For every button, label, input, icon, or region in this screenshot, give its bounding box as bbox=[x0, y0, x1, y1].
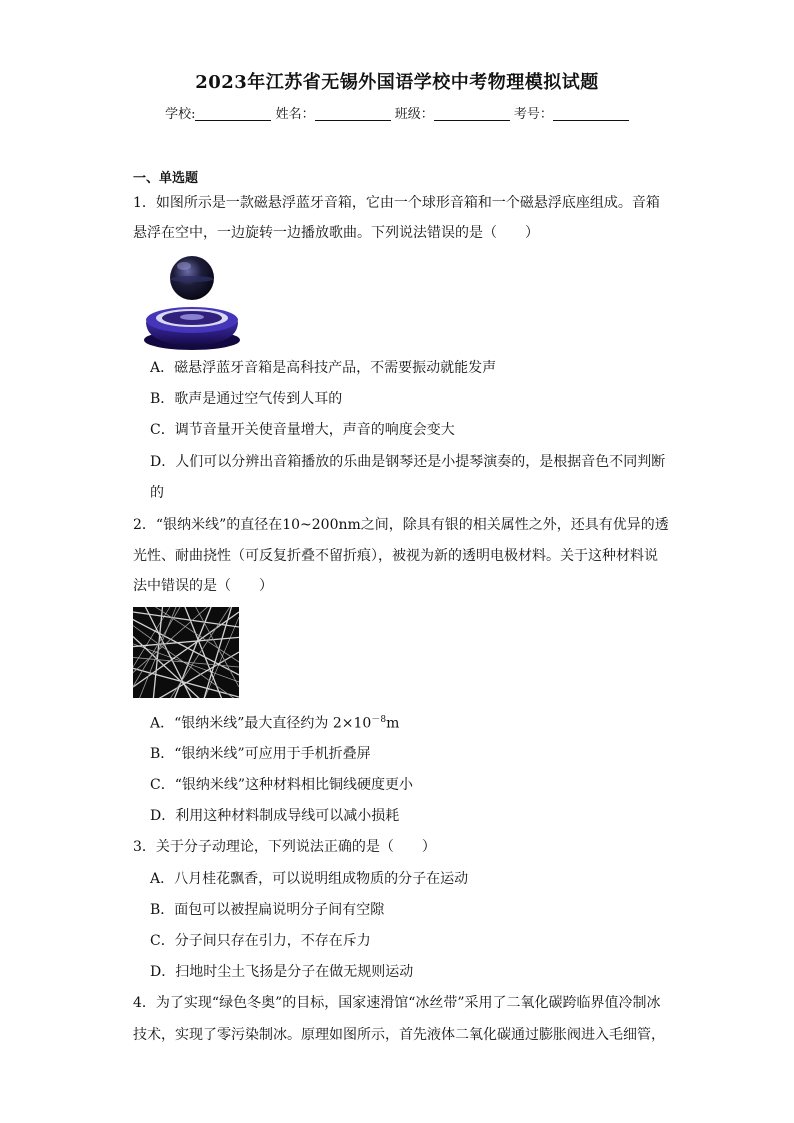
question-1-option-b[interactable]: B．歌声是通过空气传到人耳的 bbox=[150, 391, 343, 407]
name-label: 姓名： bbox=[275, 107, 315, 122]
school-blank[interactable] bbox=[195, 106, 271, 121]
question-2-option-a-unit: m bbox=[386, 715, 400, 732]
section-title: 一、单选题 bbox=[133, 171, 199, 186]
question-2-line-1: 2．“银纳米线”的直径在10~200nm之间，除具有银的相关属性之外，还具有优异的透 bbox=[133, 517, 669, 533]
question-3-line-1: 3．关于分子动理论，下列说法正确的是（ ） bbox=[133, 839, 436, 855]
question-3-option-d[interactable]: D．扫地时尘土飞扬是分子在做无规则运动 bbox=[150, 964, 414, 980]
exam-no-label: 考号： bbox=[513, 107, 553, 122]
question-1-line-1: 1．如图所示是一款磁悬浮蓝牙音箱，它由一个球形音箱和一个磁悬浮底座组成。音箱 bbox=[133, 195, 660, 211]
maglev-speaker-figure bbox=[142, 252, 242, 352]
exam-no-blank[interactable] bbox=[553, 106, 629, 121]
student-info-row bbox=[0, 103, 794, 122]
class-blank[interactable] bbox=[434, 106, 510, 121]
question-3-option-b[interactable]: B．面包可以被捏扁说明分子间有空隙 bbox=[150, 902, 385, 918]
name-blank[interactable] bbox=[315, 106, 391, 121]
question-2-option-a[interactable] bbox=[150, 712, 399, 733]
class-label: 班级： bbox=[394, 107, 434, 122]
question-2-option-c[interactable]: C．“银纳米线”这种材料相比铜线硬度更小 bbox=[150, 777, 414, 793]
question-2-option-a-exponent: －8 bbox=[371, 715, 387, 725]
question-4-line-2: 技术，实现了零污染制冰。原理如图所示，首先液体二氧化碳通过膨胀阀进入毛细管， bbox=[133, 1027, 665, 1043]
question-2-option-a-text: A．“银纳米线”最大直径约为 2×10 bbox=[150, 715, 372, 732]
question-2-option-d[interactable]: D．利用这种材料制成导线可以减小损耗 bbox=[150, 808, 400, 824]
question-2-line-2: 光性、耐曲挠性（可反复折叠不留折痕），被视为新的透明电极材料。关于这种材料说 bbox=[133, 548, 658, 564]
question-1-option-c[interactable]: C．调节音量开关使音量增大，声音的响度会变大 bbox=[150, 422, 455, 438]
question-4-line-1: 4．为了实现“绿色冬奥”的目标，国家速滑馆“冰丝带”采用了二氧化碳跨临界值冷制冰 bbox=[133, 995, 661, 1011]
question-2-line-3: 法中错误的是（ ） bbox=[133, 578, 273, 594]
question-3-option-a[interactable]: A．八月桂花飘香，可以说明组成物质的分子在运动 bbox=[150, 871, 469, 887]
question-1-option-d-cont: 的 bbox=[150, 485, 164, 501]
question-2-option-b[interactable]: B．“银纳米线”可应用于手机折叠屏 bbox=[150, 746, 371, 762]
silver-nanowire-micrograph bbox=[133, 607, 239, 698]
question-1-option-d[interactable]: D．人们可以分辨出音箱播放的乐曲是钢琴还是小提琴演奏的，是根据音色不同判断 bbox=[150, 454, 666, 470]
question-1-option-a[interactable]: A．磁悬浮蓝牙音箱是高科技产品，不需要振动就能发声 bbox=[150, 360, 497, 376]
question-3-option-c[interactable]: C．分子间只存在引力，不存在斥力 bbox=[150, 933, 371, 949]
school-label: 学校: bbox=[165, 107, 196, 122]
page-title: 2023年江苏省无锡外国语学校中考物理模拟试题 bbox=[195, 72, 599, 93]
question-1-line-2: 悬浮在空中，一边旋转一边播放歌曲。下列说法错误的是（ ） bbox=[133, 225, 539, 241]
